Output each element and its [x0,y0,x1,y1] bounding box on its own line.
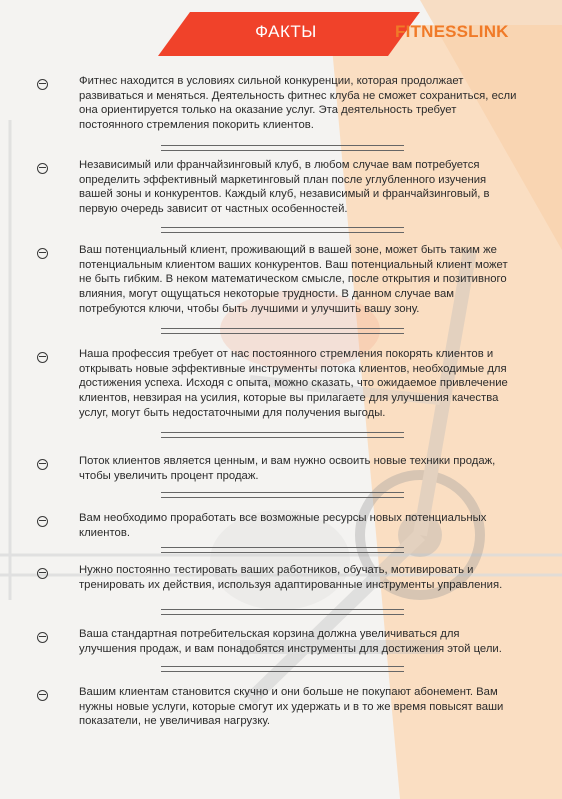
divider [161,666,404,672]
bullet-icon [37,516,48,527]
divider [161,547,404,553]
fitnesslink-logo: FITNESSLINK [395,22,509,41]
fact-text: Ваш потенциальный клиент, проживающий в вашей зоне, может быть таким же потенциальным клиентом ваших конкурентов. Ваш потенциальный клиент может не быть гибким. В неком математическом смысле, после открытия и позитивного влияния, могут ощущаться некоторые трудности. В данном случае вам потребуются ключи, чтобы быть лучшими и улучшить вашу зону. [79,244,508,315]
divider [161,145,404,151]
bullet-icon [37,459,48,470]
fact-text: Ваша стандартная потребительская корзина должна увеличиваться для улучшения продаж, и вам понадобятся инструменты для достижения этой цели. [79,628,502,655]
bullet-icon [37,163,48,174]
fact-text: Вам необходимо проработать все возможные ресурсы новых потенциальных клиентов. [79,512,487,539]
fact-text: Поток клиентов является ценным, и вам нужно освоить новые техники продаж, чтобы увеличить процент продаж. [79,455,496,482]
divider [161,432,404,438]
fact-text: Наша профессия требует от нас постоянного стремления покорять клиентов и открывать новые эффективные инструменты потока клиентов, необходимые для достижения успеха. Исходя с опыта, можно сказать, что ожидаемое привлечение клиентов, невзирая на усилия, которые вы прилагаете для улучшения качества услуг, могут быть недостаточными для получения выгоды. [79,348,508,419]
bullet-icon [37,79,48,90]
divider [161,227,404,233]
fact-text: Вашим клиентам становится скучно и они больше не покупают абонемент. Вам нужны новые услуги, которые смогут их удержать и в то же время повысят ваши показатели, не увеличивая нагрузку. [79,686,504,728]
bullet-icon [37,248,48,259]
bullet-icon [37,632,48,643]
bullet-icon [37,352,48,363]
divider [161,328,404,334]
divider [161,492,404,498]
bullet-icon [37,690,48,701]
fact-text: Нужно постоянно тестировать ваших работников, обучать, мотивировать и тренировать их действия, используя адаптированные инструменты управления. [79,564,503,591]
page-title: ФАКТЫ [255,22,317,41]
divider [161,609,404,615]
fact-text: Независимый или франчайзинговый клуб, в любом случае вам потребуется определить эффективный маркетинговый план после углубленного изучения вашей зоны и конкурентов. Каждый клуб, независимый и франчайзинговый, в первую очередь зависит от частных особенностей. [79,159,490,216]
bullet-icon [37,568,48,579]
fact-text: Фитнес находится в условиях сильной конкуренции, которая продолжает развиваться и меняться. Деятельность фитнес клуба не сможет сохраниться, если она ориентируется только на оказание услуг. Эта деятельность требует постоянного стремления покорить клиентов. [79,75,517,132]
